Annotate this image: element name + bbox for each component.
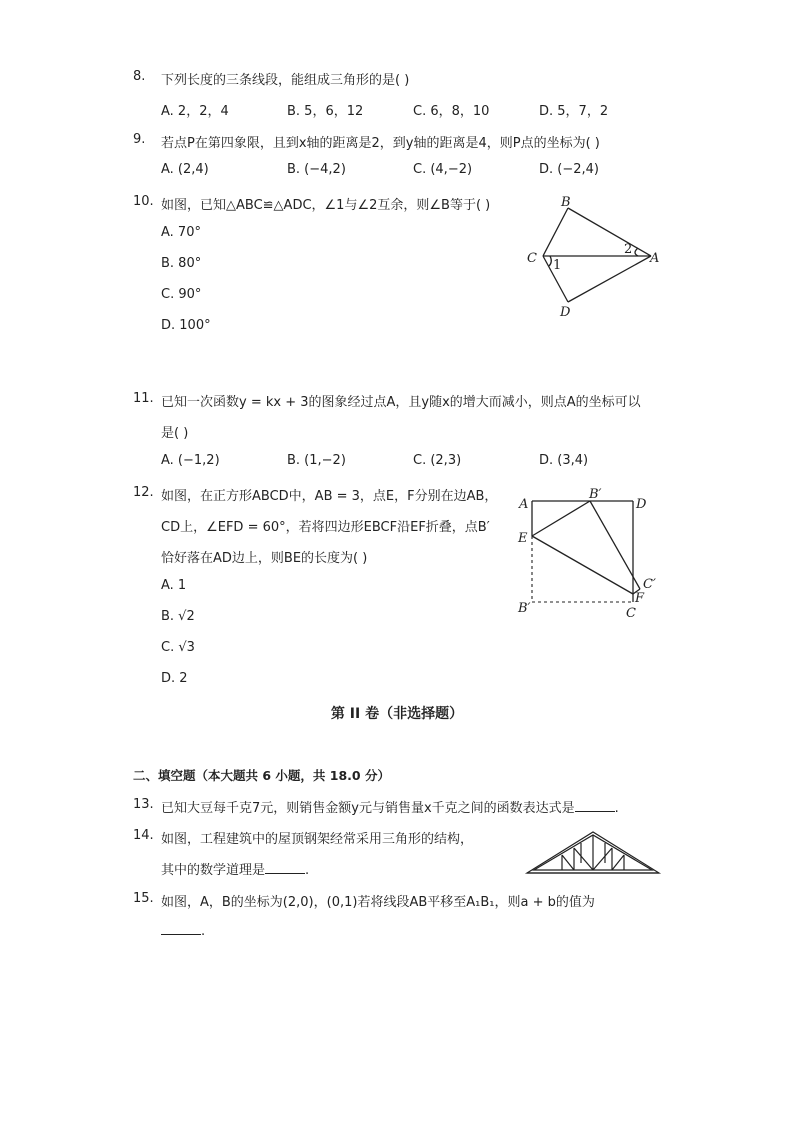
label-c: C	[527, 251, 537, 266]
label-d: D	[636, 497, 647, 512]
q15-number: 15.	[133, 891, 154, 906]
label-b-prime-top: B′	[589, 487, 602, 502]
segment-e-f	[532, 536, 633, 594]
q15-answer-line	[161, 922, 205, 939]
q11-option-d: D. (3,4)	[539, 453, 589, 468]
q14-answer-blank[interactable]	[265, 861, 305, 874]
q14-end: .	[305, 863, 310, 878]
q15-stem: 如图，A，B的坐标为(2,0)，(0,1)若将线段AB平移至A₁B₁，则a + b的值为	[161, 895, 595, 910]
q14-stem-line2: 其中的数学道理是	[161, 863, 266, 878]
q12-number: 12.	[133, 485, 154, 500]
q13-number: 13.	[133, 797, 154, 812]
q9-stem: 若点P在第四象限，且到x轴的距离是2，到y轴的距离是4，则P点的坐标为( )	[161, 136, 600, 151]
label-angle-1: 1	[553, 258, 562, 273]
label-a: A	[519, 497, 529, 512]
q13-stem: 已知大豆每千克7元，则销售金额y元与销售量x千克之间的函数表达式是	[161, 801, 575, 816]
q14-stem-line1: 如图，工程建筑中的屋顶钢架经常采用三角形的结构，	[161, 832, 474, 847]
q11-option-b: B. (1,−2)	[287, 453, 346, 468]
q12-stem-line3: 恰好落在AD边上，则BE的长度为( )	[161, 551, 368, 566]
q8-option-a: A. 2，2，4	[161, 104, 229, 119]
q10-option-a: A. 70°	[161, 225, 201, 240]
label-angle-2: 2	[624, 242, 633, 257]
q14-number: 14.	[133, 828, 154, 843]
angle-1-arc	[549, 256, 551, 266]
label-f: F	[635, 591, 645, 606]
label-a: A	[650, 251, 660, 266]
q13-answer-blank[interactable]	[575, 799, 615, 812]
q10-option-d: D. 100°	[161, 318, 211, 333]
q9-option-a: A. (2,4)	[161, 162, 209, 177]
q8-number: 8.	[133, 69, 146, 84]
q11-stem-line1: 已知一次函数y = kx + 3的图象经过点A，且y随x的增大而减小，则点A的坐标可以	[161, 395, 641, 410]
segment-ba	[568, 208, 651, 256]
q15-answer-blank[interactable]	[161, 922, 201, 935]
q10-option-b: B. 80°	[161, 256, 202, 271]
q12-stem-line2: CD上，∠EFD = 60°，若将四边形EBCF沿EF折叠，点B′	[161, 520, 490, 535]
label-c-prime: C′	[643, 577, 656, 592]
truss-diag-3	[593, 848, 612, 870]
q12-stem-line1: 如图，在正方形ABCD中，AB = 3，点E，F分别在边AB，	[161, 489, 498, 504]
q9-option-d: D. (−2,4)	[539, 162, 599, 177]
q15-end: .	[201, 924, 206, 939]
truss-diag-2	[574, 848, 593, 870]
q9-option-c: C. (4,−2)	[413, 162, 473, 177]
q13-stem-line	[161, 797, 619, 816]
label-b-prime-bottom: B′	[518, 601, 531, 616]
q9-option-b: B. (−4,2)	[287, 162, 346, 177]
q8-option-c: C. 6，8，10	[413, 104, 490, 119]
part2-heading: 二、填空题（本大题共 6 小题，共 18.0 分）	[133, 768, 390, 783]
label-c: C	[626, 606, 636, 621]
q10-triangle-figure	[520, 190, 670, 325]
q12-option-d: D. 2	[161, 671, 188, 686]
truss-diag-4	[612, 855, 624, 870]
q13-end: .	[614, 801, 619, 816]
segment-da	[568, 256, 651, 302]
q9-number: 9.	[133, 132, 146, 147]
q14-roof-truss-figure	[524, 828, 664, 878]
segment-cb	[543, 208, 568, 256]
q12-option-b: B. √2	[161, 609, 195, 624]
q11-option-a: A. (−1,2)	[161, 453, 220, 468]
angle-2-arc	[635, 248, 638, 256]
q11-number: 11.	[133, 391, 154, 406]
label-d: D	[560, 305, 571, 320]
q14-stem-line2-wrap	[161, 859, 309, 878]
q12-option-a: A. 1	[161, 578, 187, 593]
q11-option-c: C. (2,3)	[413, 453, 462, 468]
q10-stem: 如图，已知△ABC≌△ADC，∠1与∠2互余，则∠B等于( )	[161, 198, 491, 213]
truss-diag-1	[562, 855, 574, 870]
q11-stem-line2: 是( )	[161, 426, 189, 441]
q12-option-c: C. √3	[161, 640, 195, 655]
q8-stem: 下列长度的三条线段，能组成三角形的是( )	[161, 73, 410, 88]
section-title: 第 II 卷（非选择题）	[330, 706, 464, 722]
q8-option-b: B. 5，6，12	[287, 104, 364, 119]
q10-number: 10.	[133, 194, 154, 209]
segment-e-b-prime	[532, 501, 590, 536]
q12-square-figure	[510, 484, 670, 624]
label-b: B	[561, 195, 571, 210]
q8-option-d: D. 5，7，2	[539, 104, 609, 119]
q10-option-c: C. 90°	[161, 287, 202, 302]
label-e: E	[518, 531, 528, 546]
